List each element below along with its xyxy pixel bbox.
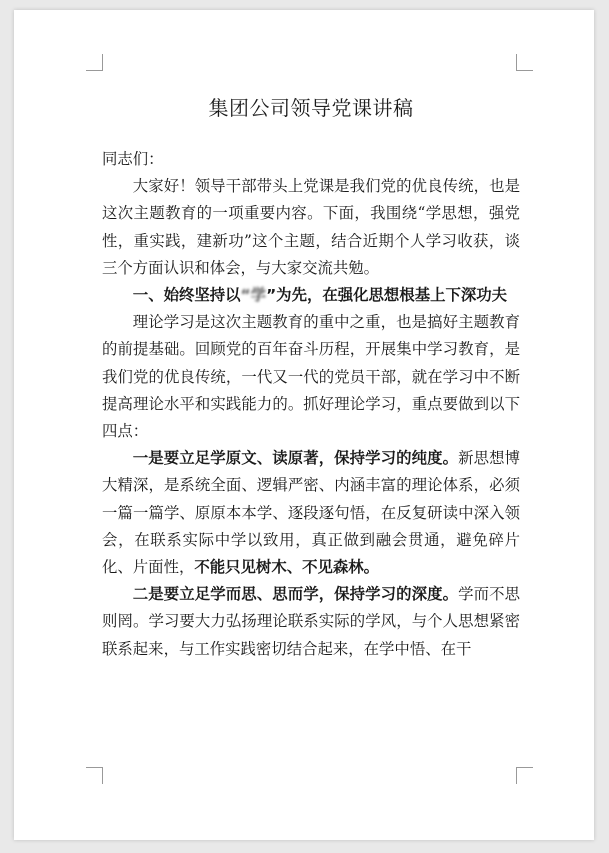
heading-prefix: 一、始终坚持以 (132, 286, 241, 305)
margin-mark-top-left (86, 54, 103, 71)
point-2-text: 学而不思则罔。学习要大力弘扬理论联系实际的学风，与个人思想紧密联系起来，与工作实践密切结合起来，在学中悟、在干 (102, 585, 520, 658)
heading-suffix: ”为先，在强化思想根基上下深功夫 (266, 286, 508, 305)
point-paragraph-1 (102, 445, 520, 581)
point-1-text: 新思想博大精深，是系统全面、逻辑严密、内涵丰富的理论体系，必须一篇一篇学、原原本本学、逐段逐句悟，在反复研读中深入领会，在联系实际中学以致用，真正做到融会贯通，避免碎片化、片面性， (102, 449, 520, 577)
greeting: 同志们： (102, 150, 164, 168)
point-2-lead: 二是要立足学而思、思而学，保持学习的深度。 (132, 585, 459, 604)
margin-mark-bottom-left (86, 767, 103, 784)
point-1-lead: 一是要立足学原文、读原著，保持学习的纯度。 (132, 449, 459, 468)
intro-paragraph: 大家好！领导干部带头上党课是我们党的优良传统，也是这次主题教育的一项重要内容。下面，我围绕“学思想，强党性，重实践，建新功”这个主题，结合近期个人学习收获，谈三个方面认识和体会，与大家交流共勉。 (102, 177, 520, 277)
document-page (14, 10, 594, 840)
point-1-end: 不能只见树木、不见森林。 (194, 558, 380, 577)
document-body (102, 94, 520, 663)
section-heading-1 (102, 282, 520, 309)
heading-obscured-text: “学 (240, 286, 267, 305)
body-paragraph-1: 理论学习是这次主题教育的重中之重，也是搞好主题教育的前提基础。回顾党的百年奋斗历程，开展集中学习教育，是我们党的优良传统，一代又一代的党员干部，就在学习中不断提高理论水平和实践能力的。抓好理论学习，重点要做到以下四点： (102, 313, 520, 441)
margin-mark-bottom-right (516, 767, 533, 784)
margin-mark-top-right (516, 54, 533, 71)
document-title: 集团公司领导党课讲稿 (208, 96, 414, 120)
point-paragraph-2 (102, 581, 520, 663)
